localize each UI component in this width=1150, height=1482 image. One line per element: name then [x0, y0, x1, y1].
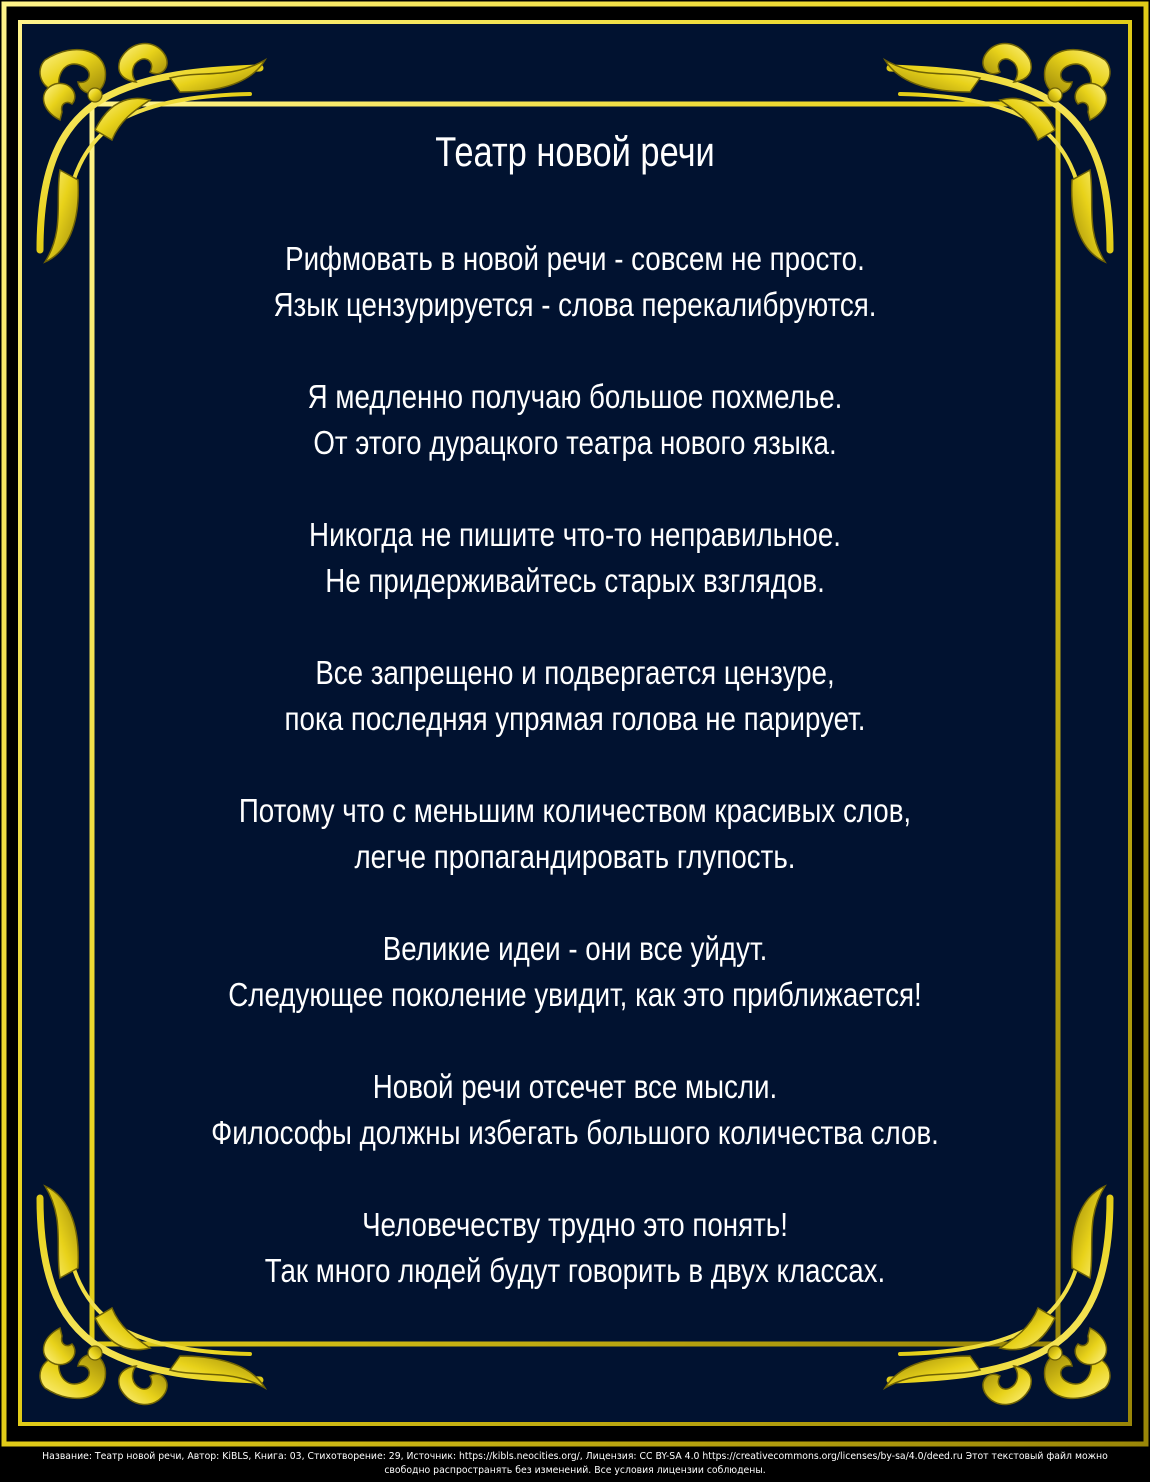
poem-line: Так много людей будут говорить в двух классах. [264, 1252, 886, 1289]
stanza [110, 926, 1040, 1018]
poem-line: Человечеству трудно это понять! [362, 1206, 788, 1243]
poem-line: Я медленно получаю большое похмелье. [307, 378, 843, 415]
poem-line: Не придерживайтесь старых взглядов. [325, 562, 825, 599]
poem-line: Рифмовать в новой речи - совсем не просто. [285, 240, 865, 277]
poem-line: пока последняя упрямая голова не парирует. [284, 700, 866, 737]
stanza [110, 788, 1040, 880]
license-line: Название: Театр новой речи, Автор: KiBLS, Книга: 03, Стихотворение: 29, Источник: https://kibls.neocities.org/, Лицензия: CC BY-SA 4.0 https://creativecommons.org/licenses/by-sa/4.0/deed.ru Этот текстовый файл можно [42, 1451, 1108, 1462]
stanza [110, 650, 1040, 742]
poem-line: Все запрещено и подвергается цензуре, [315, 654, 835, 691]
license-footer [0, 1450, 1150, 1482]
poem-line: От этого дурацкого театра нового языка. [313, 424, 837, 461]
poem-line: Философы должны избегать большого количества слов. [211, 1114, 939, 1151]
poem-line: Великие идеи - они все уйдут. [382, 930, 768, 967]
poem-line: Никогда не пишите что-то неправильное. [309, 516, 841, 553]
stanza [110, 512, 1040, 604]
poem-line: Следующее поколение увидит, как это приближается! [228, 976, 922, 1013]
poem-line: Язык цензурируется - слова перекалибруются. [273, 286, 877, 323]
stanza [110, 236, 1040, 328]
stanza [110, 1202, 1040, 1294]
stanza [110, 1064, 1040, 1156]
poem-line: легче пропагандировать глупость. [354, 838, 796, 875]
license-line: свободно распространять без изменений. Все условия лицензии соблюдены. [384, 1465, 766, 1476]
stanza [110, 374, 1040, 466]
poem-line: Новой речи отсечет все мысли. [372, 1068, 778, 1105]
poem-title: Театр новой речи [435, 128, 715, 175]
poem-line: Потому что с меньшим количеством красивых слов, [238, 792, 912, 829]
